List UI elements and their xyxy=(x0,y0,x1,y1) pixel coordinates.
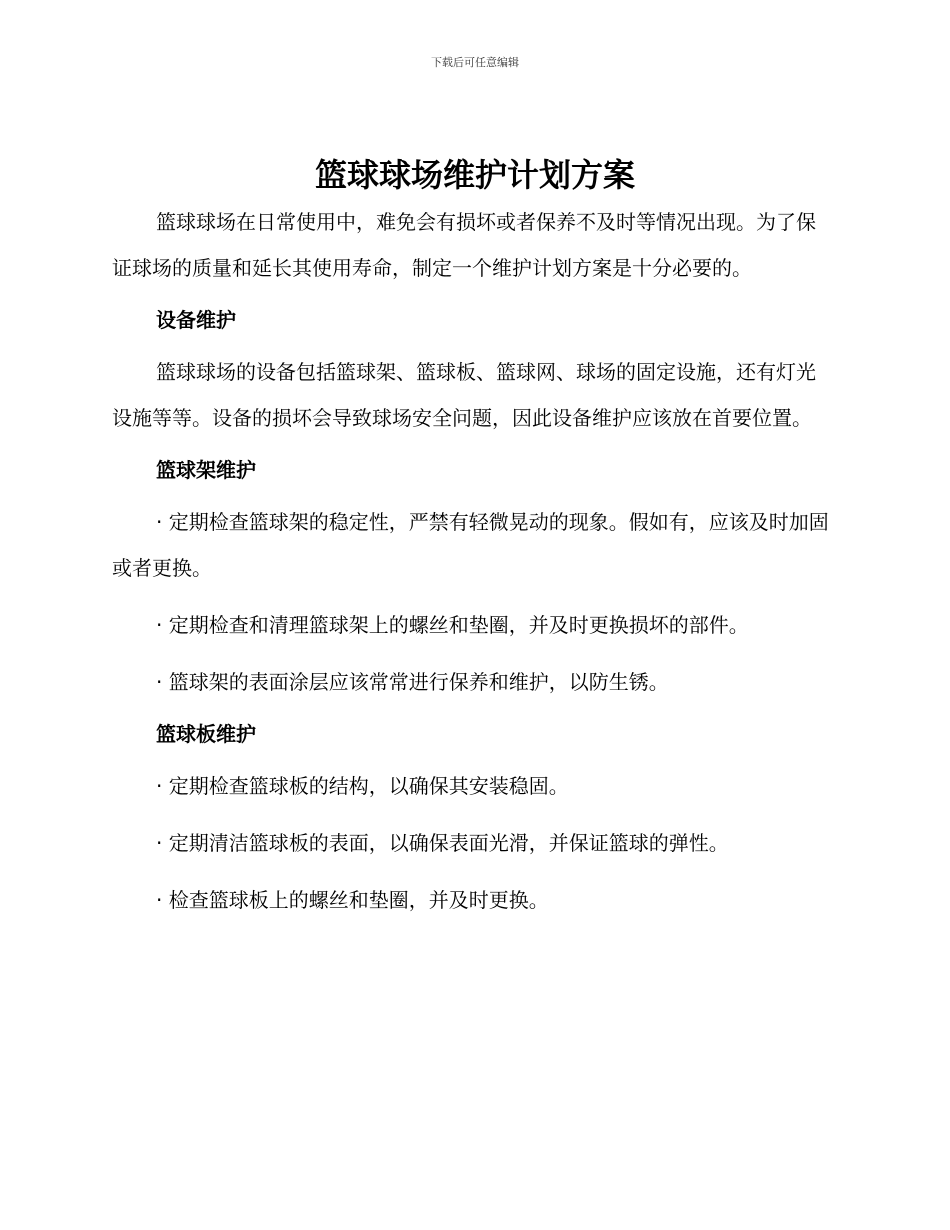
board-bullet-2: · 定期清洁篮球板的表面，以确保表面光滑，并保证篮球的弹性。 xyxy=(156,831,729,855)
hoop-bullet-1: · 定期检查篮球架的稳定性，严禁有轻微晃动的现象。假如有，应该及时加固或者更换。 xyxy=(112,510,829,580)
section-heading-hoop: 篮球架维护 xyxy=(156,458,256,482)
equipment-paragraph: 篮球球场的设备包括篮球架、篮球板、篮球网、球场的固定设施，还有灯光设施等等。设备的损坏会导致球场安全问题，因此设备维护应该放在首要位置。 xyxy=(112,360,816,430)
board-bullet-3: · 检查篮球板上的螺丝和垫圈，并及时更换。 xyxy=(156,888,549,912)
hoop-bullet-3: · 篮球架的表面涂层应该常常进行保养和维护，以防生锈。 xyxy=(156,670,669,694)
hoop-bullet-2: · 定期检查和清理篮球架上的螺丝和垫圈，并及时更换损坏的部件。 xyxy=(156,613,749,637)
section-heading-board: 篮球板维护 xyxy=(156,722,256,746)
intro-paragraph: 篮球球场在日常使用中，难免会有损坏或者保养不及时等情况出现。为了保证球场的质量和延长其使用寿命，制定一个维护计划方案是十分必要的。 xyxy=(112,210,816,280)
page-header-note: 下载后可任意编辑 xyxy=(431,56,519,69)
section-heading-equipment: 设备维护 xyxy=(156,308,236,332)
document-title: 篮球球场维护计划方案 xyxy=(314,156,635,194)
document-body xyxy=(112,199,832,934)
board-bullet-1: · 定期检查篮球板的结构，以确保其安装稳固。 xyxy=(156,774,569,798)
